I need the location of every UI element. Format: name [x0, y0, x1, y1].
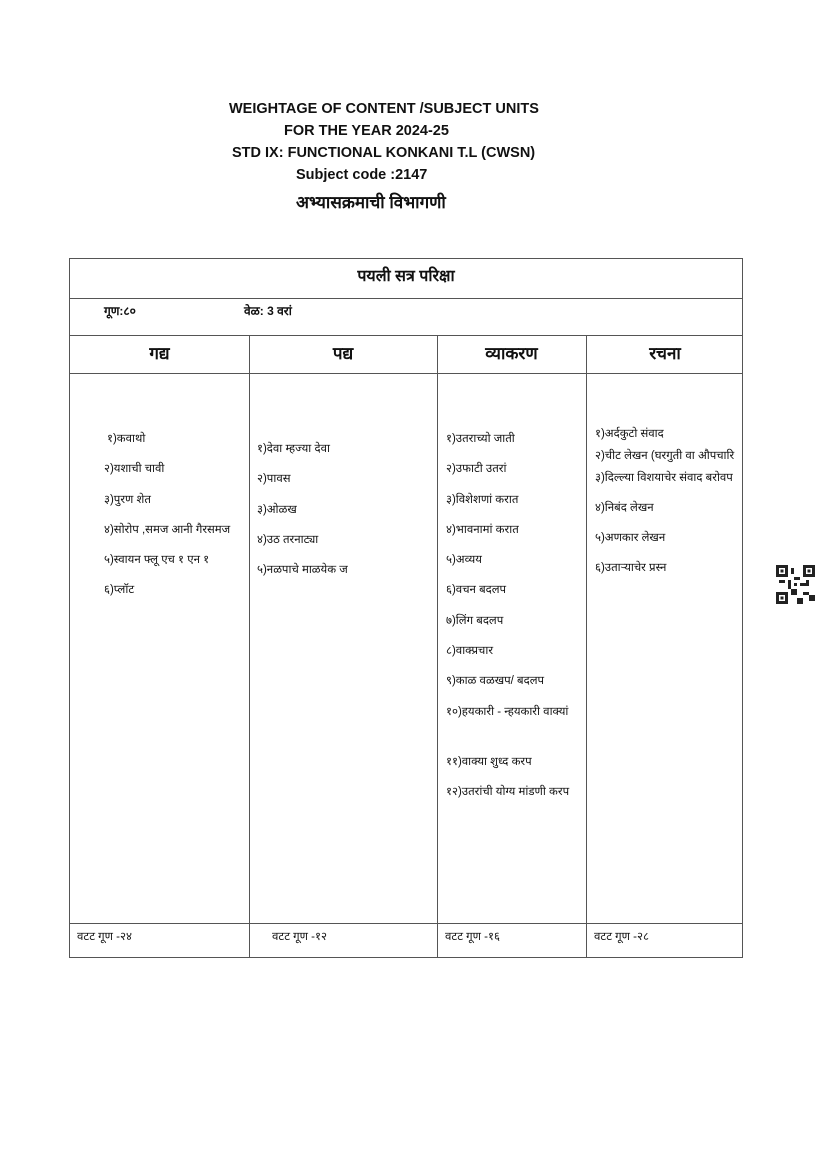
list-item: ११)वाक्या शुध्द करप [446, 755, 532, 768]
list-item: ५)स्वायन फ्लू एच १ एन १ [104, 554, 210, 567]
list-item: ४)निबंद लेखन [595, 502, 654, 514]
poetry-total-marks: वटट गूण -१२ [272, 931, 327, 943]
column-heading-prose: गद्य [149, 344, 170, 363]
list-item: ५)नळपाचे माळयेक ज [257, 564, 348, 577]
doc-title-std: STD IX: FUNCTIONAL KONKANI T.L (CWSN) [232, 145, 536, 161]
list-item: १)कवाथो [107, 433, 146, 445]
list-item: ३)दिल्ल्या विशयाचेर संवाद बरोवप [595, 472, 733, 484]
composition-total-marks: वटट गूण -२८ [594, 931, 649, 943]
list-item: ३)पुरण शेत [104, 493, 151, 506]
list-item: ४)सोरोप ,समज आनी गैरसमज [104, 523, 231, 536]
column-heading-composition: रचना [649, 344, 681, 363]
list-item: ३)ओळख [257, 503, 297, 516]
total-marks: गूण:८० [104, 304, 136, 318]
qr-code-icon [776, 565, 815, 604]
list-item: ७)लिंग बदलप [446, 614, 504, 627]
list-item: ८)वाक्प्रचार [446, 645, 494, 658]
list-item: २)उफाटी उतरां [446, 463, 507, 476]
list-item: ४)उठ तरनाट्या [257, 533, 319, 546]
list-item: २)यशाची चावी [104, 463, 165, 476]
list-item: १)अर्दकुटो संवाद [595, 428, 664, 440]
list-item: ९)काळ वळखप/ बदलप [446, 675, 545, 688]
syllabus-table [69, 258, 743, 958]
grammar-list [446, 429, 581, 812]
list-item: १२)उतरांची योग्य मांडणी करप [446, 785, 570, 798]
list-item: १)उतराच्यो जाती [446, 433, 515, 445]
doc-subject-code: Subject code :2147 [296, 167, 428, 183]
exam-duration: वेळ: 3 वरां [244, 304, 292, 318]
column-heading-poetry: पद्य [332, 344, 354, 363]
exam-title: पयली सत्र परिक्षा [357, 268, 455, 285]
doc-title-year: FOR THE YEAR 2024-25 [284, 123, 449, 139]
composition-list [595, 423, 735, 587]
prose-total-marks: वटट गूण -२४ [77, 931, 132, 943]
list-item: ६)उताऱ्याचेर प्रस्न [595, 562, 667, 574]
column-heading-grammar: व्याकरण [485, 344, 538, 363]
list-item: २)पावस [257, 473, 291, 486]
list-item: ६)वचन बदलप [446, 584, 507, 597]
list-item: ४)भावनामां करात [446, 523, 519, 536]
grammar-total-marks: वटट गूण -१६ [445, 931, 500, 943]
poetry-list [257, 439, 348, 590]
list-item: १)देवा म्हज्या देवा [257, 443, 330, 455]
list-item: १०)हयकारी - न्हयकारी वाक्यां [446, 705, 569, 718]
doc-subtitle: अभ्यासक्रमाची विभागणी [296, 193, 446, 212]
prose-list [104, 429, 230, 611]
list-item: २)चीट लेखन (घरगुती वा औपचारि [595, 450, 735, 462]
list-item: ५)अणकार लेखन [595, 532, 666, 544]
doc-title-line1: WEIGHTAGE OF CONTENT /SUBJECT UNITS [229, 101, 539, 117]
list-item: ३)विशेशणां करात [446, 493, 519, 506]
list-item: ६)प्लॉट [104, 584, 135, 597]
list-item: ५)अव्यय [446, 554, 482, 567]
